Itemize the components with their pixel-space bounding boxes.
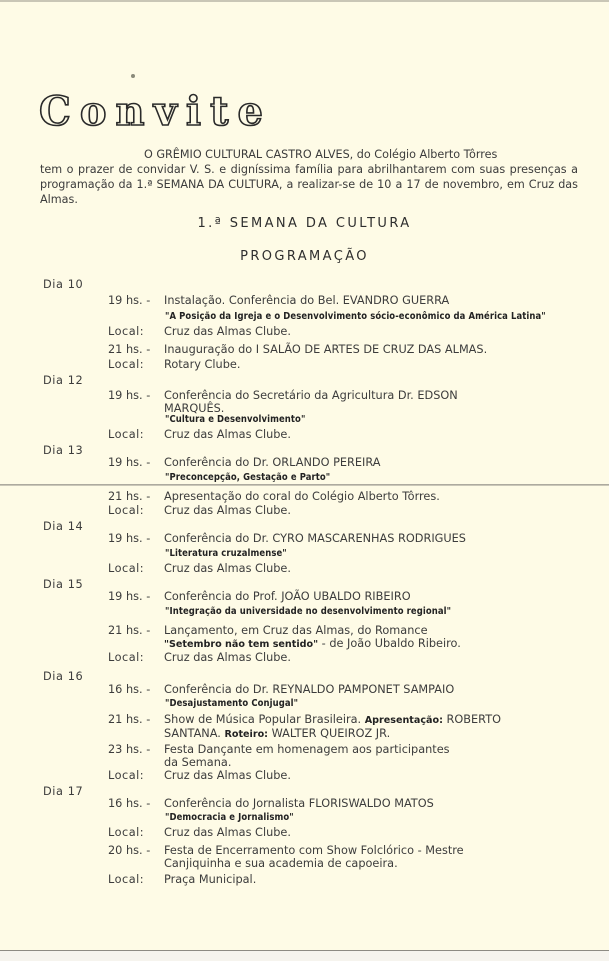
event-desc-author: - de João Ubaldo Ribeiro.: [318, 637, 461, 650]
location-label: Local:: [108, 769, 145, 782]
event-item: [108, 590, 578, 603]
intro-body: tem o prazer de convidar V. S. e digníssima família para abrilhantarem com suas presenças a programação da 1.ª SEMANA DA CULTURA, a realizar-se de 10 a 17 de novembro, em Cruz das Almas.: [40, 163, 578, 206]
event-title-quote: "Preconcepção, Gestação e Parto": [165, 472, 331, 483]
event-item: [108, 624, 578, 651]
event-desc: Lançamento, em Cruz das Almas, do Romance: [164, 624, 428, 637]
location-label: Local:: [108, 873, 145, 886]
location-label: Local:: [108, 826, 145, 839]
event-desc: Conferência do Jornalista FLORISWALDO MATOS: [164, 797, 434, 810]
paper-fold-line: [0, 484, 609, 486]
event-time: 19 hs. -: [108, 294, 151, 307]
event-time: 19 hs. -: [108, 389, 151, 402]
event-desc: Instalação. Conferência do Bel. EVANDRO GUERRA: [164, 294, 450, 307]
location-label: Local:: [108, 428, 145, 441]
day-label: Dia 17: [43, 785, 84, 798]
event-location: [108, 562, 291, 575]
program-heading: PROGRAMAÇÃO: [240, 249, 369, 264]
event-desc: Festa de Encerramento com Show Folclórico - Mestre: [164, 844, 464, 857]
paper-bottom-edge: [0, 950, 609, 961]
event-location: [108, 358, 240, 371]
event-location: [108, 873, 256, 886]
event-time: 19 hs. -: [108, 590, 151, 603]
presenter-label: Apresentação:: [364, 715, 443, 726]
event-time: 19 hs. -: [108, 532, 151, 545]
event-title-quote: "Desajustamento Conjugal": [165, 698, 299, 709]
day-label: Dia 10: [43, 278, 84, 291]
location-label: Local:: [108, 358, 145, 371]
location-value: Cruz das Almas Clube.: [164, 651, 291, 664]
event-item: [108, 490, 578, 503]
location-value: Rotary Clube.: [164, 358, 241, 371]
event-time: 16 hs. -: [108, 683, 151, 696]
event-time: 19 hs. -: [108, 456, 151, 469]
event-time: 21 hs. -: [108, 624, 151, 637]
event-desc: Festa Dançante em homenagem aos participantes: [164, 743, 450, 756]
event-location: [108, 651, 291, 664]
event-desc-cont: da Semana.: [164, 756, 232, 769]
day-label: Dia 14: [43, 520, 84, 533]
presenter-name-cont: SANTANA.: [164, 727, 221, 740]
day-label: Dia 15: [43, 578, 84, 591]
event-desc: Inauguração do I SALÃO DE ARTES DE CRUZ DAS ALMAS.: [164, 343, 488, 356]
event-desc: Conferência do Dr. ORLANDO PEREIRA: [164, 456, 381, 469]
location-value: Cruz das Almas Clube.: [164, 562, 291, 575]
location-value: Cruz das Almas Clube.: [164, 428, 291, 441]
script-label: Roteiro:: [224, 729, 269, 740]
intro-line-1: O GRÊMIO CULTURAL CASTRO ALVES, do Colégio Alberto Tôrres: [144, 148, 498, 161]
location-label: Local:: [108, 504, 145, 517]
book-title-quote: "Setembro não tem sentido": [164, 639, 319, 650]
event-item: [108, 294, 578, 307]
day-label: Dia 12: [43, 374, 84, 387]
event-time: 21 hs. -: [108, 490, 151, 503]
event-item: [108, 743, 578, 769]
event-time: 21 hs. -: [108, 343, 151, 356]
event-time: 20 hs. -: [108, 844, 151, 857]
event-desc: Show de Música Popular Brasileira.: [164, 713, 362, 726]
event-desc-cont: [108, 727, 578, 741]
location-value: Cruz das Almas Clube.: [164, 504, 291, 517]
event-location: [108, 504, 291, 517]
event-item: [108, 456, 578, 469]
location-value: Cruz das Almas Clube.: [164, 826, 291, 839]
location-value: Cruz das Almas Clube.: [164, 769, 291, 782]
event-desc: Apresentação do coral do Colégio Alberto Tôrres.: [164, 490, 440, 503]
paper-top-edge: [0, 0, 609, 2]
day-label: Dia 13: [43, 444, 84, 457]
event-item: [108, 797, 578, 810]
event-location: [108, 826, 291, 839]
event-title-quote: "Democracia e Jornalismo": [165, 812, 294, 823]
event-heading: 1.ª SEMANA DA CULTURA: [197, 216, 412, 231]
event-item: [108, 389, 578, 415]
event-desc-cont: [108, 637, 578, 651]
day-label: Dia 16: [43, 670, 84, 683]
event-desc: Conferência do Prof. JOÃO UBALDO RIBEIRO: [164, 590, 411, 603]
location-label: Local:: [108, 325, 145, 338]
event-time: 23 hs. -: [108, 743, 151, 756]
location-label: Local:: [108, 562, 145, 575]
event-time: 21 hs. -: [108, 713, 151, 726]
paper-speck: [131, 74, 135, 78]
event-item: [108, 683, 578, 696]
event-desc: Conferência do Secretário da Agricultura Dr. EDSON: [164, 389, 458, 402]
event-item: [108, 343, 578, 356]
event-time: 16 hs. -: [108, 797, 151, 810]
script-author: WALTER QUEIROZ JR.: [271, 727, 391, 740]
location-label: Local:: [108, 651, 145, 664]
event-desc-cont: MARQUÊS.: [164, 402, 225, 415]
event-item: [108, 532, 578, 545]
presenter-name: ROBERTO: [446, 713, 501, 726]
event-title-quote: "Cultura e Desenvolvimento": [165, 414, 306, 425]
location-value: Cruz das Almas Clube.: [164, 325, 291, 338]
event-item: [108, 844, 578, 870]
event-location: [108, 428, 291, 441]
event-location: [108, 325, 291, 338]
invitation-intro: [40, 147, 578, 207]
location-value: Praça Municipal.: [164, 873, 257, 886]
event-desc: Conferência do Dr. REYNALDO PAMPONET SAMPAIO: [164, 683, 455, 696]
event-title-quote: "Integração da universidade no desenvolvimento regional": [165, 606, 452, 617]
event-location: [108, 769, 291, 782]
event-title-quote: "A Posição da Igreja e o Desenvolvimento sócio-econômico da América Latina": [165, 311, 546, 322]
event-item: [108, 713, 578, 741]
event-desc: Conferência do Dr. CYRO MASCARENHAS RODRIGUES: [164, 532, 466, 545]
invitation-title: Convite: [39, 88, 272, 135]
event-desc-cont: Canjiquinha e sua academia de capoeira.: [164, 857, 398, 870]
event-title-quote: "Literatura cruzalmense": [165, 548, 287, 559]
